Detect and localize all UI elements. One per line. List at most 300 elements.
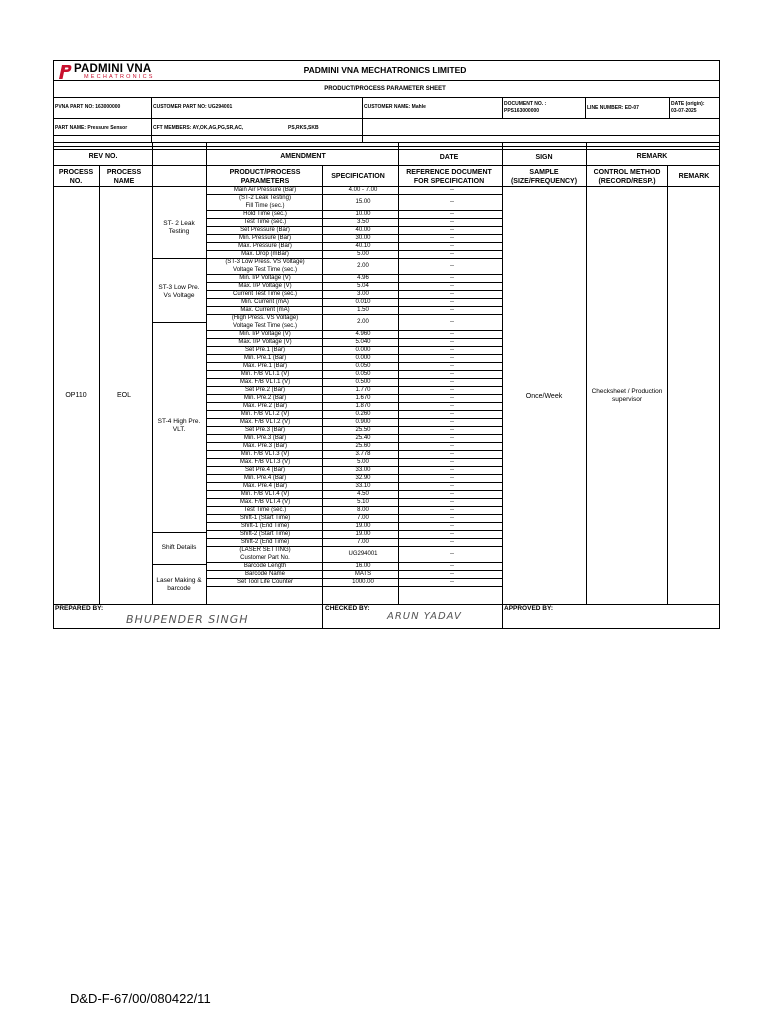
- table-row: [206, 450, 502, 458]
- pvna-part-no: PVNA PART NO: 163000000: [55, 104, 121, 110]
- date-origin-value: 03-07-2025: [671, 108, 697, 114]
- grid-line: [206, 474, 502, 475]
- grid-line: [206, 546, 502, 547]
- reference-document: --: [450, 531, 454, 537]
- prepared-by-label: PREPARED BY:: [55, 605, 104, 612]
- customer-name: CUSTOMER NAME: Mahle: [364, 104, 426, 110]
- specification-value: 2.00: [357, 263, 369, 269]
- rev-no-header: REV NO.: [88, 153, 118, 160]
- table-row: [206, 186, 502, 194]
- parameter-name-line2: Voltage Test Time (sec.): [233, 323, 297, 329]
- sign-header: SIGN: [535, 154, 553, 161]
- grid-line: [152, 186, 153, 604]
- grid-line: [206, 426, 502, 427]
- reference-document: --: [450, 499, 454, 505]
- grid-line: [206, 362, 502, 363]
- grid-line: [206, 578, 502, 579]
- grid-line: [53, 97, 720, 98]
- table-row: [206, 498, 502, 506]
- reference-document: --: [450, 339, 454, 345]
- table-row: [206, 522, 502, 530]
- remark-header: REMARK: [636, 153, 668, 160]
- table-row: [206, 570, 502, 578]
- table-row: [206, 258, 502, 274]
- reference-document: --: [450, 515, 454, 521]
- parameter-name: Max. F/B VLT.4 (V): [239, 499, 291, 505]
- line-number: LINE NUMBER: ED-07: [587, 105, 639, 111]
- station-st2-line2: Testing: [168, 228, 190, 235]
- col-specification: SPECIFICATION: [331, 173, 385, 180]
- grid-line: [152, 258, 206, 259]
- table-row: [206, 250, 502, 258]
- document-code: D&D-F-67/00/080422/11: [70, 991, 211, 1006]
- grid-line: [152, 322, 206, 323]
- specification-value: 0.500: [355, 379, 371, 385]
- col-process-name-1: PROCESS: [106, 169, 142, 176]
- parameter-name: Shift-2 (Start Time): [239, 531, 291, 537]
- parameter-name: Max. F/B VLT.1 (V): [239, 379, 291, 385]
- grid-line: [206, 514, 502, 515]
- grid-line: [206, 298, 502, 299]
- grid-line: [53, 149, 720, 150]
- station-laser-line2: barcode: [167, 585, 191, 592]
- grid-line: [206, 394, 502, 395]
- parameter-name-line2: Fill Time (sec.): [245, 203, 285, 209]
- grid-line: [206, 402, 502, 403]
- grid-line: [586, 142, 587, 604]
- parameter-name: Min. F/B VLT.2 (V): [240, 411, 290, 417]
- specification-value: 33.00: [355, 467, 371, 473]
- reference-document: --: [450, 371, 454, 377]
- parameter-name: Max. Drop (mBar): [241, 251, 289, 257]
- specification-value: MATS: [354, 571, 372, 577]
- table-row: [206, 314, 502, 330]
- specification-value: 0.000: [355, 347, 371, 353]
- table-row: [206, 226, 502, 234]
- table-row: [206, 578, 502, 586]
- table-row: [206, 306, 502, 314]
- grid-line: [398, 142, 399, 604]
- parameter-name: Barcode Length: [243, 563, 287, 569]
- table-row: [206, 330, 502, 338]
- table-row: [206, 298, 502, 306]
- grid-line: [206, 410, 502, 411]
- parameter-name: Set Pre.1 (Bar): [244, 347, 285, 353]
- table-row: [206, 338, 502, 346]
- table-row: [206, 562, 502, 570]
- parameter-name-line2: Voltage Test Time (sec.): [233, 267, 297, 273]
- company-name: PADMINI VNA MECHATRONICS LIMITED: [303, 65, 467, 75]
- reference-document: --: [450, 523, 454, 529]
- table-row: [206, 410, 502, 418]
- table-row: [206, 290, 502, 298]
- specification-value: 33.10: [355, 483, 371, 489]
- sample-frequency: Once/Week: [525, 393, 563, 400]
- reference-document: --: [450, 435, 454, 441]
- grid-line: [152, 532, 206, 533]
- col-remark: REMARK: [678, 173, 710, 180]
- grid-line: [53, 142, 720, 143]
- specification-value: 0.900: [355, 419, 371, 425]
- parameter-name: Min. I/P Voltage (V): [239, 331, 291, 337]
- reference-document: --: [450, 227, 454, 233]
- grid-line: [206, 570, 502, 571]
- col-sample-2: (SIZE/FREQUENCY): [510, 178, 578, 185]
- grid-line: [206, 538, 502, 539]
- station-st3-line2: Vs Voltage: [163, 292, 195, 299]
- parameter-name: Min. F/B VLT.3 (V): [240, 451, 290, 457]
- table-row: [206, 362, 502, 370]
- grid-line: [502, 97, 503, 118]
- reference-document: --: [450, 571, 454, 577]
- parameter-name: Current Test Time (sec.): [233, 291, 297, 297]
- parameter-name: Max. Pre.1 (Bar): [242, 363, 287, 369]
- reference-document: --: [450, 363, 454, 369]
- station-shift-details: Shift Details: [161, 544, 197, 551]
- parameter-name: Barcode Name: [244, 571, 286, 577]
- specification-value: 25.60: [355, 443, 371, 449]
- specification-value: 1.50: [357, 307, 369, 313]
- station-st2-line1: ST- 2 Leak: [163, 220, 195, 227]
- specification-value: 40.10: [355, 243, 371, 249]
- date-header: DATE: [439, 154, 459, 161]
- col-param-1: PRODUCT/PROCESS: [229, 169, 301, 176]
- grid-line: [151, 118, 152, 142]
- table-row: [206, 394, 502, 402]
- reference-document: --: [450, 443, 454, 449]
- col-process-no-1: PROCESS: [58, 169, 94, 176]
- process-name: EOL: [116, 392, 132, 399]
- grid-line: [206, 490, 502, 491]
- parameter-name: Min. F/B VLT.1 (V): [240, 371, 290, 377]
- specification-value: 3.50: [357, 219, 369, 225]
- grid-line: [206, 354, 502, 355]
- grid-line: [53, 118, 720, 119]
- parameter-name: Max. Pressure (Bar): [238, 243, 292, 249]
- grid-line: [53, 135, 720, 136]
- grid-line: [206, 274, 502, 275]
- specification-value: 4.96: [357, 275, 369, 281]
- specification-value: 40.00: [355, 227, 371, 233]
- reference-document: --: [450, 467, 454, 473]
- grid-line: [669, 97, 670, 118]
- table-row: [206, 418, 502, 426]
- table-row: [206, 466, 502, 474]
- specification-value: 0.000: [355, 355, 371, 361]
- table-row: [206, 402, 502, 410]
- reference-document: --: [450, 491, 454, 497]
- grid-line: [151, 97, 152, 118]
- parameter-name: Test Time (sec.): [243, 219, 287, 225]
- reference-document: --: [450, 291, 454, 297]
- parameter-name: Max. F/B VLT.2 (V): [239, 419, 291, 425]
- col-control-1: CONTROL METHOD: [593, 169, 661, 176]
- logo-brand: PADMINI VNA: [74, 63, 152, 75]
- specification-value: 4.00 - 7.00: [348, 187, 378, 193]
- specification-value: 5.10: [357, 499, 369, 505]
- table-row: [206, 546, 502, 562]
- reference-document: --: [450, 563, 454, 569]
- grid-line: [206, 338, 502, 339]
- grid-line: [206, 194, 502, 195]
- parameter-name: Min. Pre.2 (Bar): [243, 395, 287, 401]
- parameter-name: Min. Pre.3 (Bar): [243, 435, 287, 441]
- reference-document: --: [450, 235, 454, 241]
- col-ref-1: REFERENCE DOCUMENT: [406, 169, 492, 176]
- document-no-value: PPS163000000: [504, 108, 540, 114]
- control-method-2: supervisor: [612, 396, 642, 403]
- specification-value: 16.00: [355, 563, 371, 569]
- grid-line: [206, 498, 502, 499]
- parameter-name: Max. Current (mA): [240, 307, 290, 313]
- amendment-header: AMENDMENT: [280, 153, 326, 160]
- parameter-name: Min. F/B VLT.4 (V): [240, 491, 290, 497]
- reference-document: --: [450, 251, 454, 257]
- grid-line: [206, 306, 502, 307]
- table-row: [206, 242, 502, 250]
- parameter-name: Min. Pressure (Bar): [238, 235, 291, 241]
- parameter-name-line1: (ST-3 Low Press. VS Voltage): [225, 259, 305, 265]
- specification-value: 7.00: [357, 539, 369, 545]
- table-row: [206, 538, 502, 546]
- parameter-name: Shift-1 (Start Time): [239, 515, 291, 521]
- grid-line: [206, 418, 502, 419]
- grid-line: [206, 250, 502, 251]
- table-row: [206, 354, 502, 362]
- table-row: [206, 490, 502, 498]
- parameter-name: Max. Pre.4 (Bar): [242, 483, 287, 489]
- specification-value: 1.870: [355, 403, 371, 409]
- specification-value: 15.00: [355, 199, 371, 205]
- parameter-name: Max. F/B VLT.3 (V): [239, 459, 291, 465]
- reference-document: --: [450, 551, 454, 557]
- control-method-1: Checksheet / Production: [591, 388, 663, 395]
- part-name: PART NAME: Pressure Sensor: [55, 125, 128, 131]
- grid-line: [53, 604, 720, 605]
- parameter-name-line2: Customer Part No.: [240, 555, 290, 561]
- parameter-name: Set Tool Life Counter: [237, 579, 293, 585]
- grid-line: [206, 330, 502, 331]
- reference-document: --: [450, 187, 454, 193]
- grid-line: [206, 210, 502, 211]
- grid-line: [206, 314, 502, 315]
- grid-line: [206, 530, 502, 531]
- table-row: [206, 218, 502, 226]
- col-process-name-2: NAME: [113, 178, 135, 185]
- col-ref-2: FOR SPECIFICATION: [413, 178, 485, 185]
- grid-line: [152, 142, 153, 186]
- col-param-2: PARAMETERS: [240, 178, 290, 185]
- grid-line: [206, 586, 502, 587]
- grid-line: [206, 234, 502, 235]
- grid-line: [206, 218, 502, 219]
- sheet-title: PRODUCT/PROCESS PARAMETER SHEET: [324, 86, 446, 92]
- grid-line: [206, 226, 502, 227]
- grid-line: [53, 186, 720, 187]
- reference-document: --: [450, 243, 454, 249]
- grid-line: [206, 522, 502, 523]
- specification-value: 0.010: [355, 299, 371, 305]
- specification-value: 0.260: [355, 411, 371, 417]
- table-row: [206, 346, 502, 354]
- parameter-name-line1: (ST-2 Leak Testing): [239, 195, 291, 201]
- parameter-name: Set Pressure (Bar): [240, 227, 290, 233]
- specification-value: UG294001: [348, 551, 378, 557]
- specification-value: 19.00: [355, 523, 371, 529]
- checked-by-signature: ARUN YADAV: [387, 611, 462, 622]
- table-row: [206, 442, 502, 450]
- logo-sub: MECHATRONICS: [84, 74, 155, 80]
- specification-value: 5.00: [357, 251, 369, 257]
- specification-value: 0.050: [355, 363, 371, 369]
- table-row: [206, 282, 502, 290]
- cft-members-2: PS,RKS,SKB: [288, 125, 319, 131]
- table-row: [206, 530, 502, 538]
- specification-value: 25.50: [355, 427, 371, 433]
- reference-document: --: [450, 355, 454, 361]
- grid-line: [206, 506, 502, 507]
- grid-line: [502, 604, 503, 629]
- specification-value: 32.90: [355, 475, 371, 481]
- table-row: [206, 482, 502, 490]
- reference-document: --: [450, 475, 454, 481]
- parameter-name: Shift-1 (End Time): [240, 523, 290, 529]
- table-row: [206, 426, 502, 434]
- parameter-name: Test Time (sec.): [243, 507, 287, 513]
- grid-line: [322, 604, 323, 629]
- padmini-logo-icon: [58, 64, 72, 80]
- parameter-name: Max. I/P Voltage (V): [238, 283, 292, 289]
- specification-value: 4.50: [357, 491, 369, 497]
- table-row: [206, 506, 502, 514]
- table-row: [206, 514, 502, 522]
- reference-document: --: [450, 299, 454, 305]
- grid-line: [206, 466, 502, 467]
- grid-line: [206, 290, 502, 291]
- station-st4-line2: VLT.: [172, 426, 186, 433]
- grid-line: [206, 442, 502, 443]
- reference-document: --: [450, 403, 454, 409]
- grid-line: [206, 142, 207, 604]
- table-row: [206, 370, 502, 378]
- document-no-label: DOCUMENT NO. :: [504, 101, 547, 107]
- grid-line: [667, 165, 668, 604]
- checked-by-label: CHECKED BY:: [325, 605, 370, 612]
- reference-document: --: [450, 219, 454, 225]
- reference-document: --: [450, 211, 454, 217]
- specification-value: 25.40: [355, 435, 371, 441]
- col-control-2: (RECORD/RESP.): [598, 178, 656, 185]
- specification-value: 5.04: [357, 283, 369, 289]
- grid-line: [206, 282, 502, 283]
- station-laser-line1: Laser Making &: [156, 577, 202, 584]
- table-row: [206, 210, 502, 218]
- table-row: [206, 434, 502, 442]
- specification-value: 3.778: [355, 451, 371, 457]
- specification-value: 5.00: [357, 459, 369, 465]
- table-row: [206, 194, 502, 210]
- reference-document: --: [450, 579, 454, 585]
- parameter-name: Max. I/P Voltage (V): [238, 339, 292, 345]
- specification-value: 10.00: [355, 211, 371, 217]
- specification-value: 0.050: [355, 371, 371, 377]
- parameter-name: Max. Pre.3 (Bar): [242, 443, 287, 449]
- specification-value: 4.960: [355, 331, 371, 337]
- station-st3-line1: ST-3 Low Pre.: [158, 284, 200, 291]
- grid-line: [206, 562, 502, 563]
- reference-document: --: [450, 331, 454, 337]
- grid-line: [53, 165, 720, 166]
- parameter-name: Min. Pre.1 (Bar): [243, 355, 287, 361]
- grid-line: [502, 142, 503, 604]
- table-row: [206, 234, 502, 242]
- reference-document: --: [450, 539, 454, 545]
- specification-value: 1.670: [355, 395, 371, 401]
- reference-document: --: [450, 395, 454, 401]
- reference-document: --: [450, 411, 454, 417]
- parameter-name: Min. Pre.4 (Bar): [243, 475, 287, 481]
- parameter-name: Set Pre.2 (Bar): [244, 387, 285, 393]
- reference-document: --: [450, 387, 454, 393]
- reference-document: --: [450, 263, 454, 269]
- reference-document: --: [450, 419, 454, 425]
- parameter-name: Set Pre.4 (Bar): [244, 467, 285, 473]
- specification-value: 8.00: [357, 507, 369, 513]
- reference-document: --: [450, 427, 454, 433]
- parameter-name-line1: (LASER SETTING): [239, 547, 291, 553]
- parameter-name: Max. Pre.2 (Bar): [242, 403, 287, 409]
- parameter-name: Set Pre.3 (Bar): [244, 427, 285, 433]
- reference-document: --: [450, 307, 454, 313]
- process-no: OP110: [65, 392, 87, 399]
- grid-line: [152, 564, 206, 565]
- date-origin-label: DATE (origin):: [671, 101, 705, 107]
- grid-line: [206, 450, 502, 451]
- parameter-name: Shift-2 (End Time): [240, 539, 290, 545]
- specification-value: 19.00: [355, 531, 371, 537]
- specification-value: 2.00: [357, 319, 369, 325]
- grid-line: [206, 434, 502, 435]
- specification-value: 5.040: [355, 339, 371, 345]
- grid-line: [206, 346, 502, 347]
- reference-document: --: [450, 451, 454, 457]
- parameter-name: Main Air Pressure (Bar): [233, 187, 297, 193]
- specification-value: 7.00: [357, 515, 369, 521]
- grid-line: [206, 378, 502, 379]
- grid-line: [206, 370, 502, 371]
- reference-document: --: [450, 379, 454, 385]
- specification-value: 1.770: [355, 387, 371, 393]
- col-process-no-2: NO.: [69, 178, 83, 185]
- grid-line: [206, 242, 502, 243]
- col-sample-1: SAMPLE: [529, 169, 559, 176]
- specification-value: 3.00: [357, 291, 369, 297]
- station-st4-line1: ST-4 High Pre.: [157, 418, 201, 425]
- grid-line: [362, 97, 363, 118]
- table-row: [206, 386, 502, 394]
- parameter-name: Min. I/P Voltage (V): [239, 275, 291, 281]
- grid-line: [362, 118, 363, 142]
- grid-line: [206, 386, 502, 387]
- grid-line: [53, 146, 720, 147]
- grid-line: [206, 458, 502, 459]
- table-row: [206, 274, 502, 282]
- grid-line: [585, 97, 586, 118]
- specification-value: 1000.00: [352, 579, 374, 585]
- reference-document: --: [450, 507, 454, 513]
- grid-line: [206, 258, 502, 259]
- reference-document: --: [450, 459, 454, 465]
